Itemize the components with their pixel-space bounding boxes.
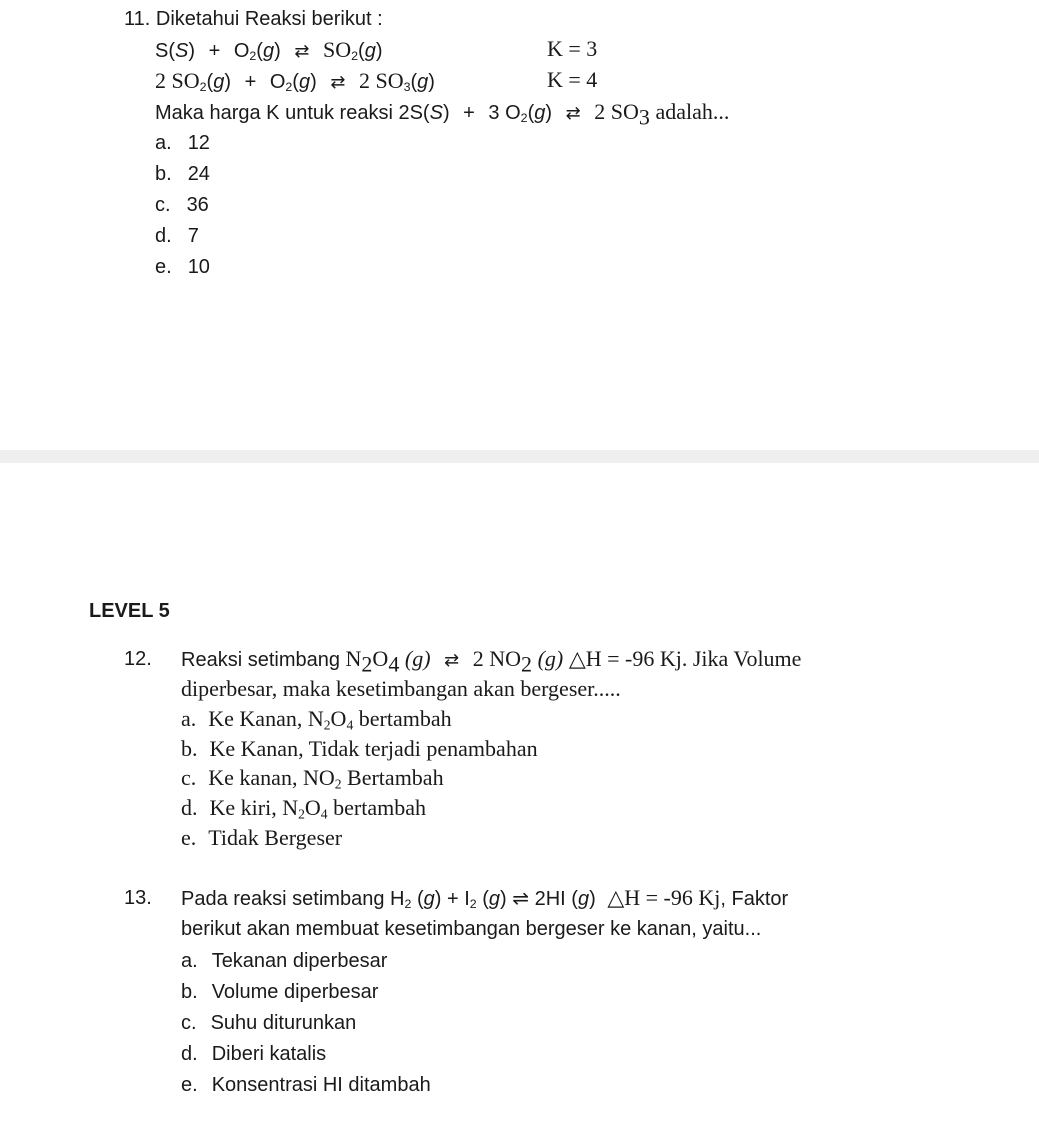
question-13-option-a[interactable]: a. Tekanan diperbesar (181, 950, 388, 972)
document-page-1 (0, 0, 1039, 450)
question-13-option-e[interactable]: e. Konsentrasi HI ditambah (181, 1074, 431, 1096)
question-13-option-d[interactable]: d. Diberi katalis (181, 1043, 327, 1065)
equilibrium-arrow-icon: ⇌ (512, 888, 530, 910)
question-13-line-2: berikut akan membuat kesetimbangan bergeser ke kanan, yaitu... (181, 918, 762, 940)
page-separator (0, 450, 1039, 463)
question-number: 11. (124, 8, 151, 30)
question-12-line-2: diperbesar, maka kesetimbangan akan bergeser..... (181, 676, 621, 701)
question-12-option-e[interactable]: e. Tidak Bergeser (181, 825, 343, 850)
equilibrium-arrow-icon: ⇄ (565, 103, 581, 124)
equilibrium-arrow-icon: ⇄ (444, 650, 460, 671)
question-12-option-b[interactable]: b. Ke Kanan, Tidak terjadi penambahan (181, 736, 538, 761)
question-13-option-c[interactable]: c. Suhu diturunkan (181, 1012, 357, 1034)
question-12-number: 12. (124, 648, 152, 670)
question-13-option-b[interactable]: b. Volume diperbesar (181, 981, 379, 1003)
question-12-option-c[interactable]: c. Ke kanan, $NO_2$ Bertambah (181, 765, 444, 792)
question-13-number: 13. (124, 887, 152, 909)
question-11-option-b[interactable]: b. 24 (155, 163, 210, 185)
question-12-line-1: Reaksi setimbang $N_2O_4$ (g) ⇄ 2 $NO_2$ (g) △H = -96 Kj. Jika Volume (181, 646, 802, 677)
question-13-line-1: Pada reaksi setimbang $H_2$ $(g) + I_2$ (g) ⇌ 2HI (g) △H = -96 Kj, Faktor (181, 885, 789, 912)
reaction-1-k-value: K = 3 (547, 36, 598, 61)
question-title: Diketahui Reaksi berikut : (155, 8, 383, 30)
reaction-2-equation: 2 $SO_2(g) + O_2(g)$ ⇄ 2 $SO_3(g)$ (155, 68, 435, 95)
question-11-option-a[interactable]: a. 12 (155, 132, 210, 154)
equilibrium-arrow-icon: ⇄ (330, 72, 346, 93)
level-heading: LEVEL 5 (89, 600, 170, 622)
reaction-1-equation: $S(S) + O_2(g)$ ⇄ $SO_2(g)$ (155, 37, 383, 64)
document-page-2 (0, 463, 1039, 1146)
question-11-prompt: Maka harga K untuk reaksi 2S(S) + 3 $O_2(g)$ ⇄ 2 $SO_3$ adalah... (155, 99, 730, 130)
question-12-option-d[interactable]: d. Ke kiri, $N_2O_4$ bertambah (181, 795, 426, 822)
question-11-header (124, 7, 383, 31)
question-11-option-c[interactable]: c. 36 (155, 194, 209, 216)
question-11-option-e[interactable]: e. 10 (155, 256, 210, 278)
reaction-2-k-value: K = 4 (547, 67, 598, 92)
equilibrium-arrow-icon: ⇄ (294, 41, 310, 62)
question-12-option-a[interactable]: a. Ke Kanan, $N_2O_4$ bertambah (181, 706, 452, 733)
question-11-option-d[interactable]: d. 7 (155, 225, 199, 247)
